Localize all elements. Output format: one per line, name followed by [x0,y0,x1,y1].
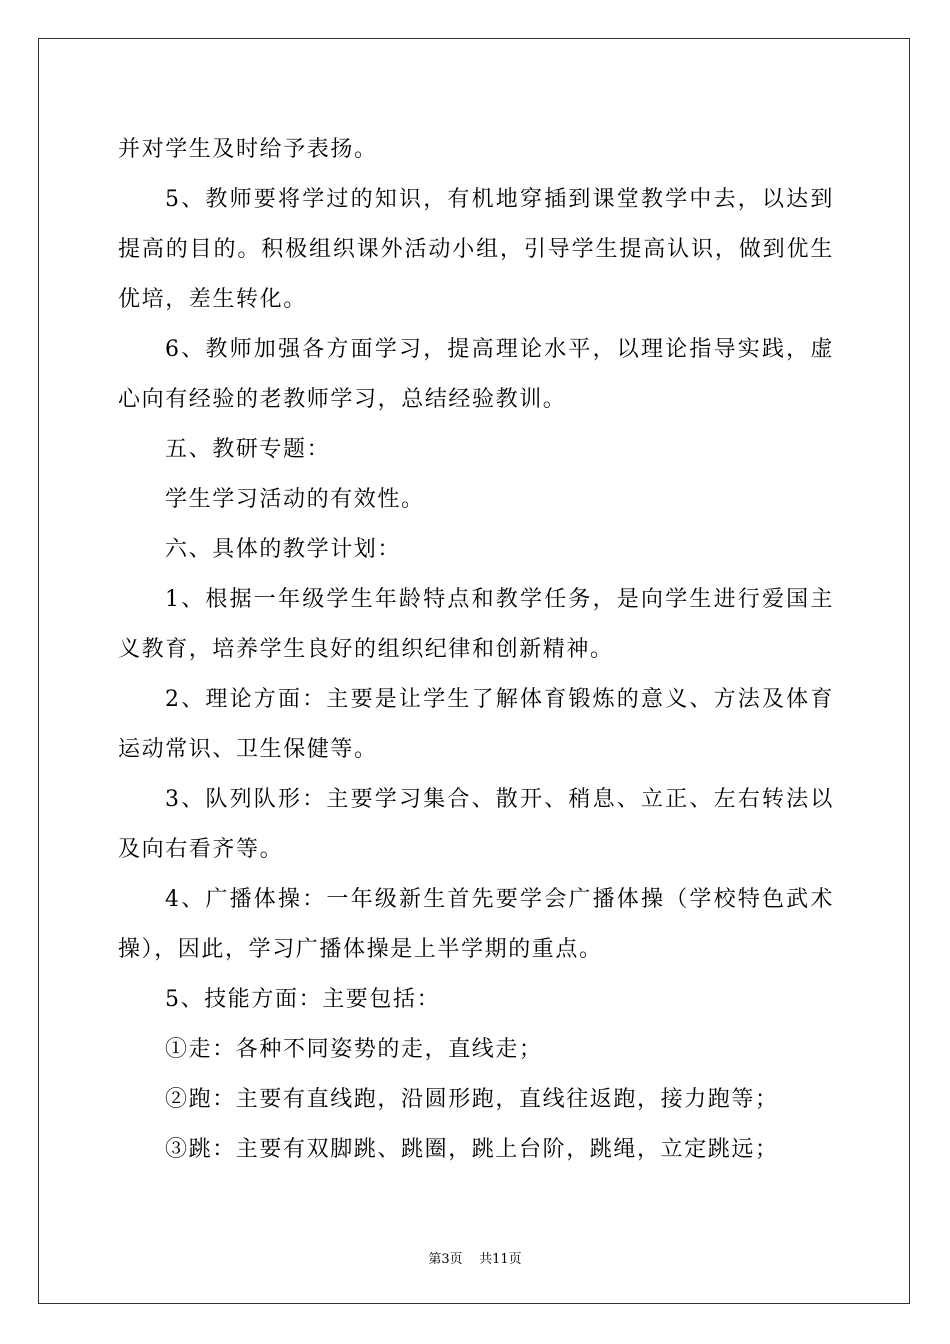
document-body [118,125,834,1175]
page-total: 共11页 [479,1252,522,1267]
list-item: ②跑：主要有直线跑，沿圆形跑，直线往返跑，接力跑等； [165,1087,779,1112]
section-heading: 六、具体的教学计划： [165,537,402,562]
paragraph: 4、广播体操：一年级新生首先要学会广播体操（学校特色武术操），因此，学习广播体操是上半学期的重点。 [118,887,834,962]
paragraph: 3、队列队形：主要学习集合、散开、稍息、立正、左右转法以及向右看齐等。 [118,787,834,862]
paragraph: 5、教师要将学过的知识，有机地穿插到课堂教学中去，以达到提高的目的。积极组织课外活动小组，引导学生提高认识，做到优生优培，差生转化。 [118,187,834,312]
page-number: 第3页 [428,1252,463,1267]
paragraph: 1、根据一年级学生年龄特点和教学任务，是向学生进行爱国主义教育，培养学生良好的组织纪律和创新精神。 [118,587,834,662]
paragraph: 5、技能方面：主要包括： [165,987,441,1012]
list-item: ③跳：主要有双脚跳、跳圈，跳上台阶，跳绳，立定跳远； [165,1137,779,1162]
paragraph: 6、教师加强各方面学习，提高理论水平，以理论指导实践，虚心向有经验的老教师学习，总结经验教训。 [118,337,834,412]
paragraph: 学生学习活动的有效性。 [165,487,425,512]
paragraph: 2、理论方面：主要是让学生了解体育锻炼的意义、方法及体育运动常识、卫生保健等。 [118,687,834,762]
section-heading: 五、教研专题： [165,437,331,462]
list-item: ①走：各种不同姿势的走，直线走； [165,1037,543,1062]
footer-spacer [463,1252,480,1267]
page-footer [0,1248,950,1267]
paragraph: 并对学生及时给予表扬。 [118,137,378,162]
